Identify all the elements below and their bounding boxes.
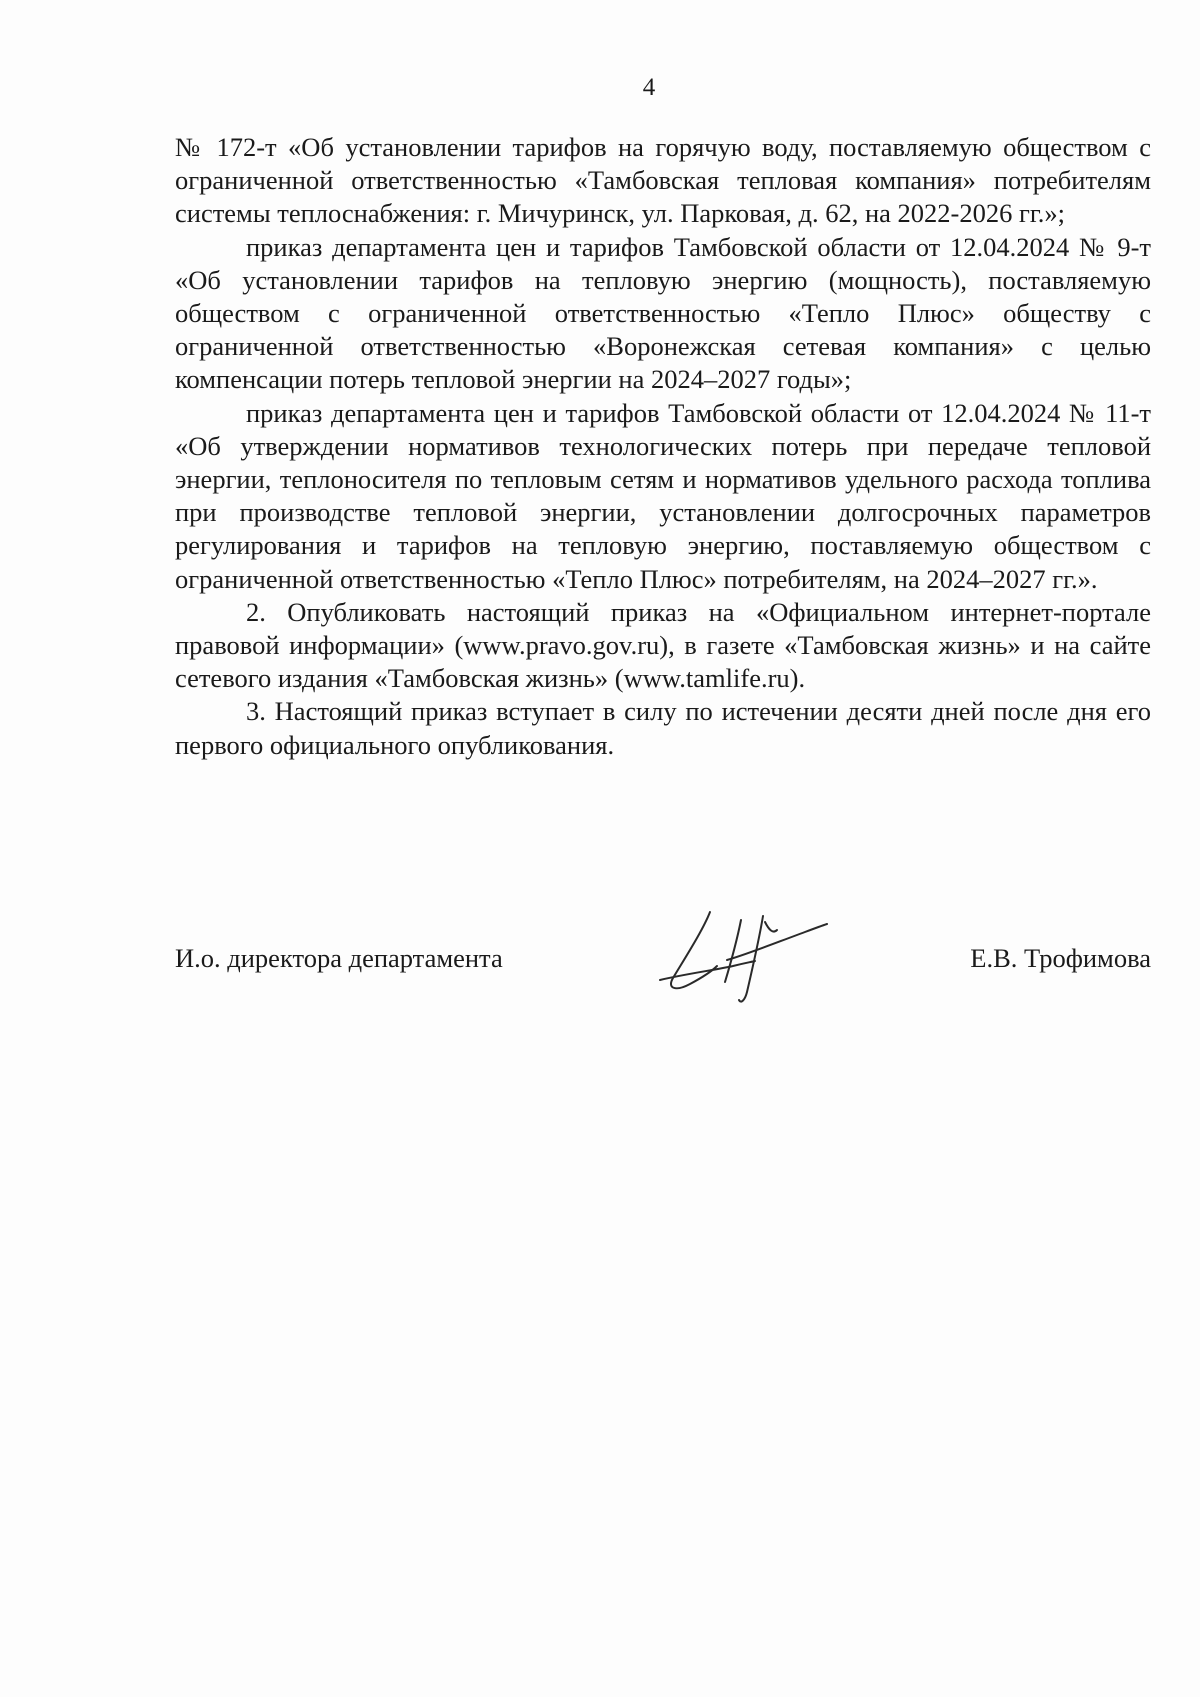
paragraph-continuation: № 172-т «Об установлении тарифов на горячую воду, поставляемую обществом с ограниченной ответственностью «Тамбовская тепловая компания» потребителям системы теплоснабжения: г. Мичуринск, ул. Парковая, д. 62, на 2022-2026 гг.»; bbox=[175, 132, 1151, 229]
paragraph-order-11t: приказ департамента цен и тарифов Тамбовской области от 12.04.2024 № 11-т «Об утверждении нормативов технологических потерь при передаче тепловой энергии, теплоносителя по тепловым сетям и нормативов удельного расхода топлива при производстве тепловой энергии, установлении долгосрочных параметров регулирования и тарифов на тепловую энергию, поставляемую обществом с ограниченной ответственностью «Тепло Плюс» потребителям, на 2024–2027 гг.». bbox=[175, 397, 1151, 594]
signature-block bbox=[175, 935, 1151, 995]
paragraph-order-9t: приказ департамента цен и тарифов Тамбовской области от 12.04.2024 № 9-т «Об установлении тарифов на тепловую энергию (мощность), поставляемую обществом с ограниченной ответственностью «Тепло Плюс» обществу с ограниченной ответственностью «Воронежская сетевая компания» с целью компенсации потерь тепловой энергии на 2024–2027 годы»; bbox=[175, 231, 1151, 395]
paragraph-effective-date: 3. Настоящий приказ вступает в силу по истечении десяти дней после дня его первого официального опубликования. bbox=[175, 696, 1151, 760]
page-number: 4 bbox=[642, 74, 656, 101]
document-body bbox=[175, 131, 1151, 762]
paragraph-publication: 2. Опубликовать настоящий приказ на «Официальном интернет-портале правовой информации» (www.pravo.gov.ru), в газете «Тамбовская жизнь» и на сайте сетевого издания «Тамбовская жизнь» (www.tamlife.ru). bbox=[175, 596, 1151, 694]
handwritten-signature bbox=[655, 900, 835, 1010]
signatory-position: И.о. директора департамента bbox=[175, 943, 503, 973]
signatory-name: Е.В. Трофимова bbox=[970, 943, 1151, 973]
